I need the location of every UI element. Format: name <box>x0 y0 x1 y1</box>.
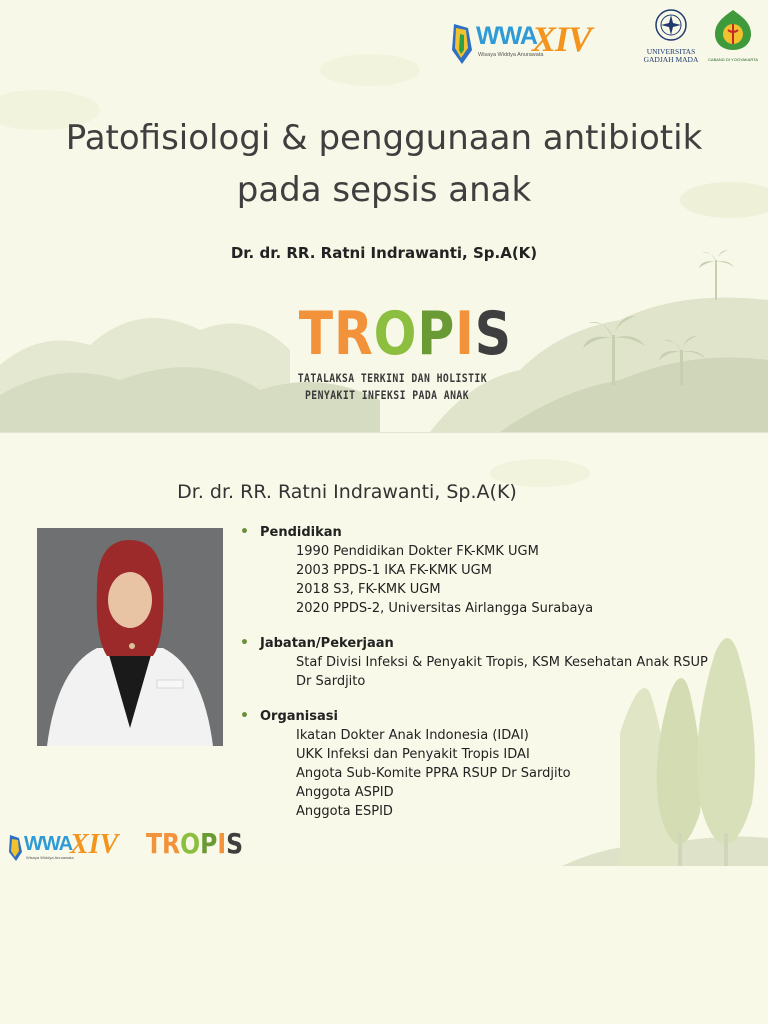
idai-logo <box>706 8 760 68</box>
bio-title: Dr. dr. RR. Ratni Indrawanti, Sp.A(K) <box>177 481 517 503</box>
title-line-2: pada sepsis anak <box>236 170 532 210</box>
wwa-word: WWA <box>476 22 537 50</box>
wwa-subtitle: Wisaya Widdya Anurawata <box>478 52 544 58</box>
list-item: Ikatan Dokter Anak Indonesia (IDAI) <box>296 728 529 743</box>
wwa-roman-numeral: XIV <box>532 19 592 59</box>
ugm-seal-icon <box>654 8 688 42</box>
tropis-letter-p: P <box>200 827 218 860</box>
tropis-letter-o: O <box>180 827 201 860</box>
list-item: 2018 S3, FK-KMK UGM <box>296 582 441 597</box>
speaker-name: Dr. dr. RR. Ratni Indrawanti, Sp.A(K) <box>230 244 538 262</box>
section-organization <box>238 707 748 821</box>
tropis-subtitle-1: TATALAKSA TERKINI DAN HOLISTIK <box>297 371 488 385</box>
empty-background <box>0 866 768 1024</box>
section-heading: • Pendidikan <box>238 523 748 542</box>
tropis-letter-s: S <box>474 299 512 369</box>
section-heading: • Organisasi <box>238 707 748 726</box>
tropis-letter-o: O <box>373 299 418 369</box>
footer-tropis-wordmark <box>146 827 243 860</box>
ugm-name: UNIVERSITAS GADJAH MADA <box>643 47 699 64</box>
section-position <box>238 634 748 691</box>
section-heading: • Jabatan/Pekerjaan <box>238 634 748 653</box>
footer-wwa-word: WWA <box>24 833 73 855</box>
title-slide <box>0 0 768 432</box>
footer-roman-numeral: XIV <box>70 829 119 860</box>
idai-branch-text: CABANG DI YOGYAKARTA <box>708 57 758 62</box>
speaker-portrait <box>37 528 223 746</box>
list-item: 2003 PPDS-1 IKA FK-KMK UGM <box>296 563 492 578</box>
tropis-letter-r: R <box>334 299 374 369</box>
pen-nib-icon <box>450 20 476 66</box>
section-education <box>238 523 748 618</box>
list-item: Dr Sardjito <box>296 674 366 689</box>
idai-emblem-icon <box>711 8 755 52</box>
list-item: 2020 PPDS-2, Universitas Airlangga Surabaya <box>296 601 594 616</box>
presentation-title <box>30 112 738 216</box>
tropis-subtitle-2: PENYAKIT INFEKSI PADA ANAK <box>304 388 470 402</box>
ugm-logo <box>643 8 699 68</box>
footer-logos <box>8 827 244 863</box>
tropis-wordmark <box>298 298 512 370</box>
wwa-xiv-logo <box>450 18 640 66</box>
speaker-photo <box>37 528 223 746</box>
list-item: Anggota ESPID <box>296 804 393 819</box>
list-item: UKK Infeksi dan Penyakit Tropis IDAI <box>296 747 530 762</box>
tropis-letter-p: P <box>417 299 456 369</box>
tropis-letter-s: S <box>226 827 244 860</box>
tropis-letter-r: R <box>162 827 181 860</box>
list-item: 1990 Pendidikan Dokter FK-KMK UGM <box>296 544 539 559</box>
tropis-letter-t: T <box>146 827 163 860</box>
pen-nib-icon <box>8 833 24 863</box>
tropis-letter-i: I <box>217 827 227 860</box>
list-item: Staf Divisi Infeksi & Penyakit Tropis, KSM Kesehatan Anak RSUP <box>296 655 708 670</box>
tropis-letter-t: T <box>298 299 335 369</box>
bio-details <box>238 523 748 837</box>
tropis-logo <box>282 298 512 404</box>
tropis-letter-i: I <box>455 299 475 369</box>
speaker-bio-slide <box>0 432 768 866</box>
title-line-1: Patofisiologi & penggunaan antibiotik <box>65 118 703 158</box>
footer-wwa-subtitle: Wisaya Widdya Anurawata <box>26 855 74 860</box>
list-item: Anggota ASPID <box>296 785 394 800</box>
list-item: Angota Sub-Komite PPRA RSUP Dr Sardjito <box>296 766 571 781</box>
